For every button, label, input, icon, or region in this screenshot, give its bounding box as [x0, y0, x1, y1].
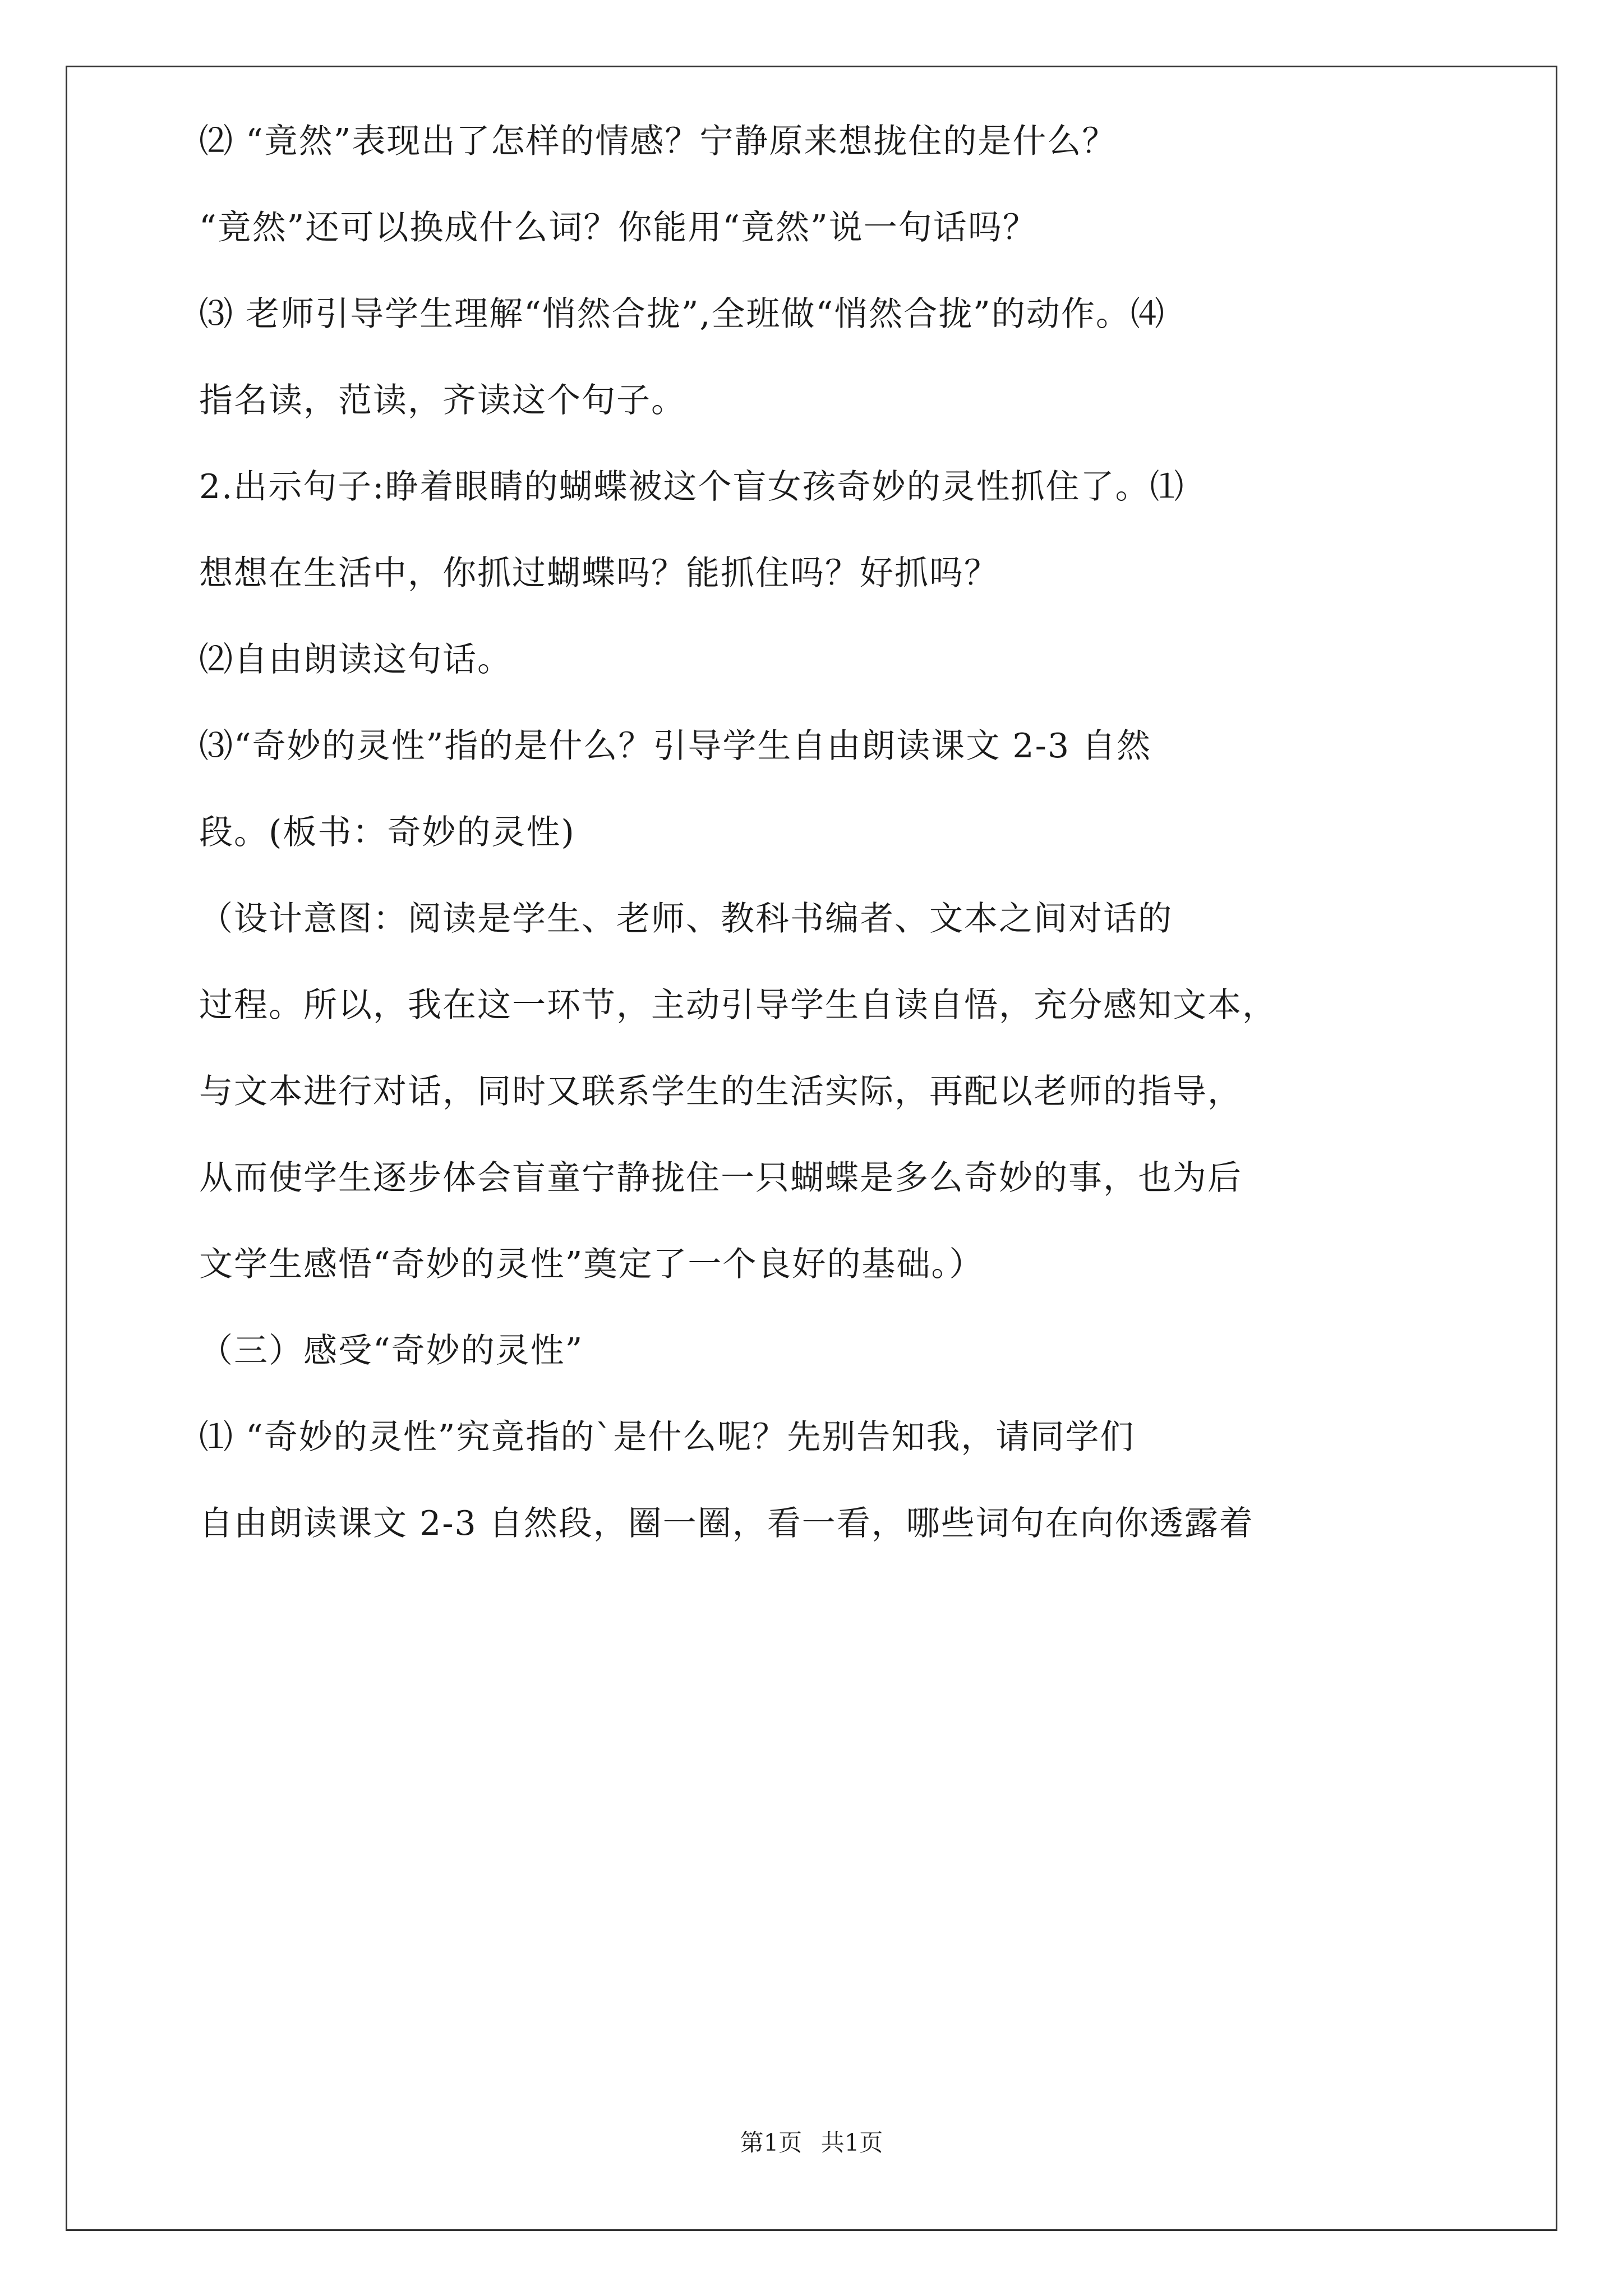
paragraph-line: ⑶ 老师引导学生理解“悄然合拢”,全班做“悄然合拢”的动作。⑷	[199, 295, 1165, 334]
paragraph-line: （设计意图：阅读是学生、老师、教科书编者、文本之间对话的	[199, 899, 1173, 938]
paragraph-line: 过程。所以，我在这一环节，主动引导学生自读自悟，充分感知文本，	[199, 986, 1277, 1025]
page-total: 共1页	[820, 2129, 883, 2156]
paragraph-line: ⑵自由朗读这句话。	[199, 640, 512, 679]
page-footer	[0, 2127, 1623, 2159]
paragraph-line: 与文本进行对话，同时又联系学生的生活实际，再配以老师的指导，	[199, 1072, 1242, 1111]
paragraph-line: 2.出示句子:睁着眼睛的蝴蝶被这个盲女孩奇妙的灵性抓住了。⑴	[199, 467, 1185, 507]
paragraph-line: 从而使学生逐步体会盲童宁静拢住一只蝴蝶是多么奇妙的事，也为后	[199, 1158, 1242, 1198]
paragraph-line: 想想在生活中，你抓过蝴蝶吗？能抓住吗？好抓吗？	[199, 554, 999, 593]
page-number: 第1页	[740, 2129, 803, 2156]
paragraph-line: “竟然”还可以换成什么词？你能用“竟然”说一句话吗？	[199, 208, 1038, 247]
paragraph-line: ⑵ “竟然”表现出了怎样的情感？宁静原来想拢住的是什么？	[199, 122, 1117, 161]
paragraph-line: ⑴ “奇妙的灵性”究竟指的`是什么呢？先别告知我，请同学们	[199, 1418, 1135, 1457]
paragraph-line: 文学生感悟“奇妙的灵性”奠定了一个良好的基础。）	[199, 1245, 984, 1284]
paragraph-line: 指名读，范读，齐读这个句子。	[199, 381, 686, 420]
section-heading: （三）感受“奇妙的灵性”	[199, 1331, 584, 1370]
paragraph-line: 段。(板书：奇妙的灵性)	[199, 813, 575, 852]
paragraph-line: ⑶“奇妙的灵性”指的是什么？引导学生自由朗读课文 2-3 自然	[199, 726, 1152, 766]
paragraph-line: 自由朗读课文 2-3 自然段，圈一圈，看一看，哪些词句在向你透露着	[199, 1504, 1254, 1543]
